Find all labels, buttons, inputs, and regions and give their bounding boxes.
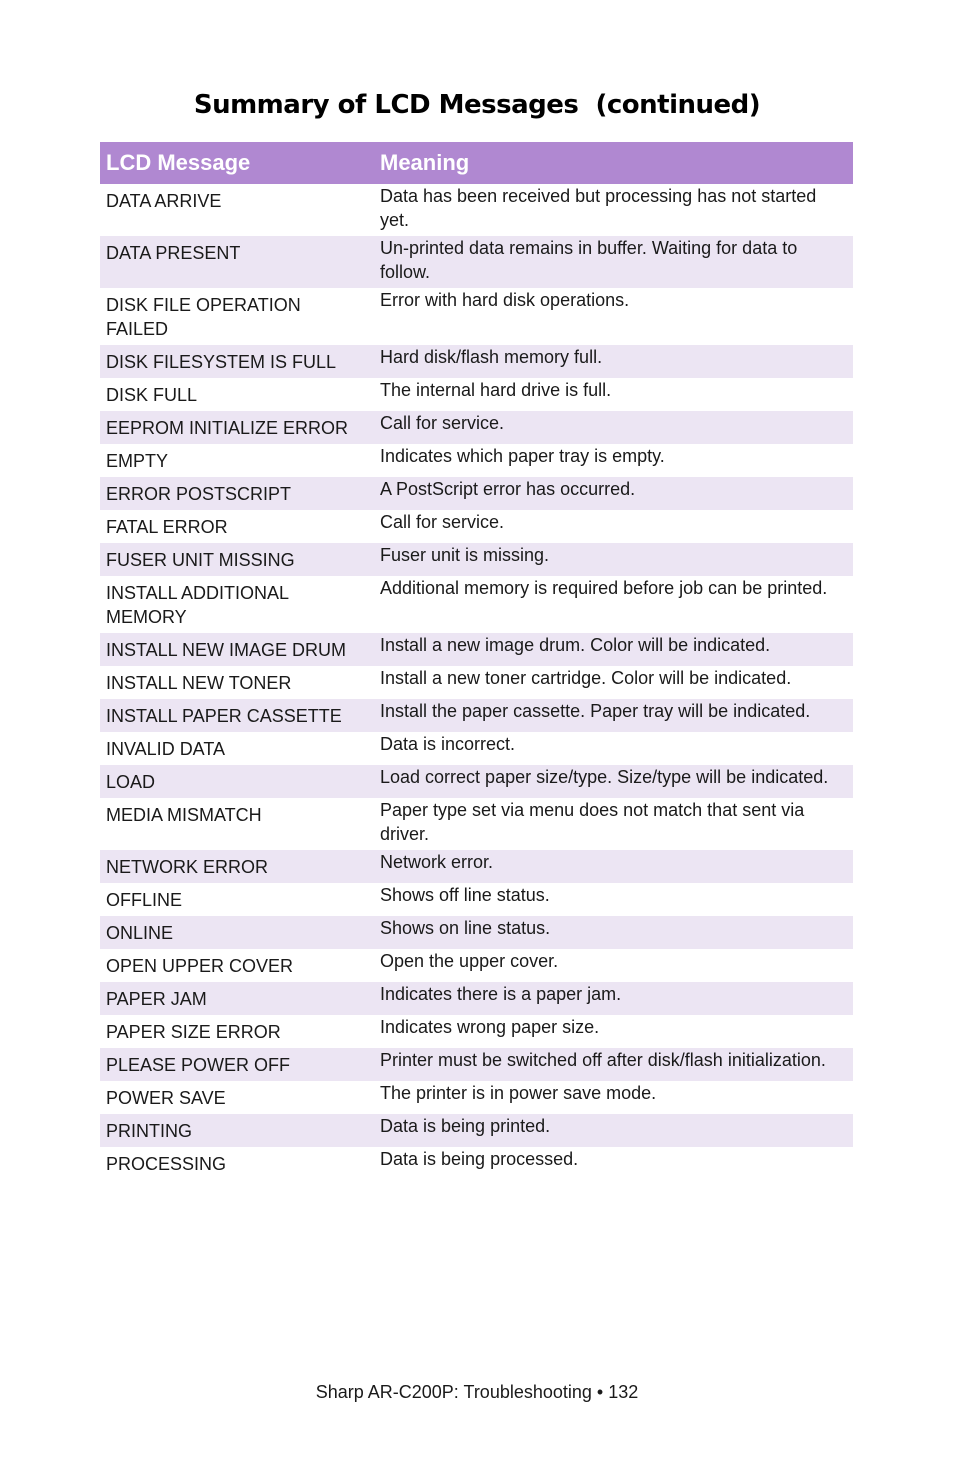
lcd-messages-table bbox=[100, 142, 853, 1180]
meaning-cell: Shows off line status. bbox=[374, 883, 853, 916]
meaning-cell: Indicates there is a paper jam. bbox=[374, 982, 853, 1015]
page-footer: Sharp AR-C200P: Troubleshooting • 132 bbox=[315, 1382, 639, 1402]
table-row bbox=[100, 982, 853, 1015]
lcd-message-cell: INSTALL PAPER CASSETTE bbox=[100, 699, 374, 732]
table-row bbox=[100, 288, 853, 345]
lcd-message-cell: EMPTY bbox=[100, 444, 374, 477]
lcd-message-cell: DISK FILESYSTEM IS FULL bbox=[100, 345, 374, 378]
table-row bbox=[100, 444, 853, 477]
lcd-message-cell: ONLINE bbox=[100, 916, 374, 949]
meaning-cell: Network error. bbox=[374, 850, 853, 883]
table-row bbox=[100, 543, 853, 576]
meaning-cell: Fuser unit is missing. bbox=[374, 543, 853, 576]
table-row bbox=[100, 798, 853, 850]
table-row bbox=[100, 633, 853, 666]
meaning-cell: Call for service. bbox=[374, 510, 853, 543]
meaning-cell: Indicates which paper tray is empty. bbox=[374, 444, 853, 477]
table-row bbox=[100, 850, 853, 883]
lcd-message-cell: PLEASE POWER OFF bbox=[100, 1048, 374, 1081]
page-title: Summary of LCD Messages (continued) bbox=[193, 90, 761, 120]
meaning-cell: Hard disk/flash memory full. bbox=[374, 345, 853, 378]
lcd-message-cell: INSTALL ADDITIONAL MEMORY bbox=[100, 576, 374, 633]
meaning-cell: A PostScript error has occurred. bbox=[374, 477, 853, 510]
meaning-cell: Load correct paper size/type. Size/type will be indicated. bbox=[374, 765, 853, 798]
table-row bbox=[100, 699, 853, 732]
lcd-message-cell: OFFLINE bbox=[100, 883, 374, 916]
column-header-meaning: Meaning bbox=[374, 142, 853, 184]
table-row bbox=[100, 666, 853, 699]
lcd-message-cell: FUSER UNIT MISSING bbox=[100, 543, 374, 576]
meaning-cell: Install a new image drum. Color will be indicated. bbox=[374, 633, 853, 666]
table-row bbox=[100, 765, 853, 798]
table-row bbox=[100, 510, 853, 543]
meaning-cell: The internal hard drive is full. bbox=[374, 378, 853, 411]
table-row bbox=[100, 1114, 853, 1147]
lcd-message-cell: OPEN UPPER COVER bbox=[100, 949, 374, 982]
lcd-message-cell: DISK FILE OPERATION FAILED bbox=[100, 288, 374, 345]
table-row bbox=[100, 949, 853, 982]
meaning-cell: Install a new toner cartridge. Color will be indicated. bbox=[374, 666, 853, 699]
lcd-message-cell: PROCESSING bbox=[100, 1147, 374, 1180]
meaning-cell: Additional memory is required before job can be printed. bbox=[374, 576, 853, 633]
table-row bbox=[100, 184, 853, 236]
table-row bbox=[100, 576, 853, 633]
meaning-cell: Data has been received but processing has not started yet. bbox=[374, 184, 853, 236]
lcd-message-cell: DATA ARRIVE bbox=[100, 184, 374, 236]
table-row bbox=[100, 345, 853, 378]
lcd-message-cell: MEDIA MISMATCH bbox=[100, 798, 374, 850]
table-row bbox=[100, 883, 853, 916]
meaning-cell: Printer must be switched off after disk/flash initialization. bbox=[374, 1048, 853, 1081]
meaning-cell: The printer is in power save mode. bbox=[374, 1081, 853, 1114]
lcd-message-cell: ERROR POSTSCRIPT bbox=[100, 477, 374, 510]
lcd-message-cell: INSTALL NEW IMAGE DRUM bbox=[100, 633, 374, 666]
table-row bbox=[100, 1048, 853, 1081]
lcd-message-cell: PAPER SIZE ERROR bbox=[100, 1015, 374, 1048]
table-row bbox=[100, 732, 853, 765]
lcd-message-cell: POWER SAVE bbox=[100, 1081, 374, 1114]
table-row bbox=[100, 1015, 853, 1048]
lcd-message-cell: LOAD bbox=[100, 765, 374, 798]
table-row bbox=[100, 378, 853, 411]
table-header-row bbox=[100, 142, 853, 184]
lcd-message-cell: INVALID DATA bbox=[100, 732, 374, 765]
lcd-message-cell: EEPROM INITIALIZE ERROR bbox=[100, 411, 374, 444]
table-row bbox=[100, 477, 853, 510]
lcd-message-cell: INSTALL NEW TONER bbox=[100, 666, 374, 699]
table-row bbox=[100, 916, 853, 949]
lcd-message-cell: DATA PRESENT bbox=[100, 236, 374, 288]
meaning-cell: Open the upper cover. bbox=[374, 949, 853, 982]
meaning-cell: Install the paper cassette. Paper tray will be indicated. bbox=[374, 699, 853, 732]
meaning-cell: Data is being printed. bbox=[374, 1114, 853, 1147]
lcd-message-cell: PAPER JAM bbox=[100, 982, 374, 1015]
table-row bbox=[100, 411, 853, 444]
meaning-cell: Indicates wrong paper size. bbox=[374, 1015, 853, 1048]
table-row bbox=[100, 236, 853, 288]
meaning-cell: Call for service. bbox=[374, 411, 853, 444]
table-row bbox=[100, 1147, 853, 1180]
meaning-cell: Shows on line status. bbox=[374, 916, 853, 949]
meaning-cell: Paper type set via menu does not match that sent via driver. bbox=[374, 798, 853, 850]
meaning-cell: Error with hard disk operations. bbox=[374, 288, 853, 345]
table-row bbox=[100, 1081, 853, 1114]
meaning-cell: Data is being processed. bbox=[374, 1147, 853, 1180]
lcd-message-cell: DISK FULL bbox=[100, 378, 374, 411]
lcd-message-cell: FATAL ERROR bbox=[100, 510, 374, 543]
lcd-message-cell: NETWORK ERROR bbox=[100, 850, 374, 883]
meaning-cell: Data is incorrect. bbox=[374, 732, 853, 765]
meaning-cell: Un-printed data remains in buffer. Waiting for data to follow. bbox=[374, 236, 853, 288]
column-header-lcd-message: LCD Message bbox=[100, 142, 374, 184]
lcd-message-cell: PRINTING bbox=[100, 1114, 374, 1147]
